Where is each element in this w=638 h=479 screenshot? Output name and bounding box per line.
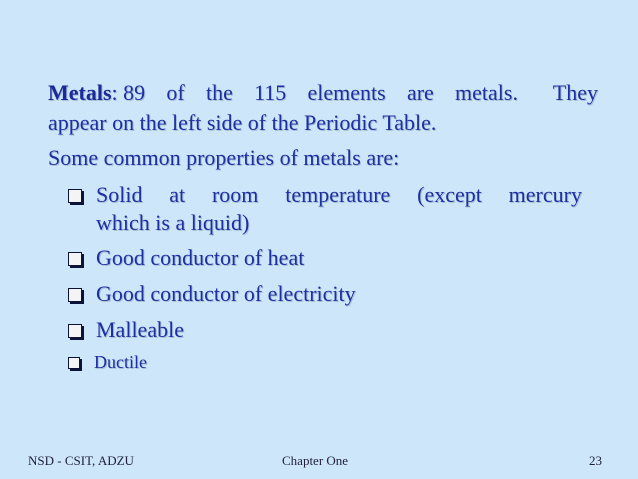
bullet-solid bbox=[68, 182, 582, 236]
bullet-ductile bbox=[68, 352, 147, 373]
bullet-electricity bbox=[68, 281, 356, 307]
intro-line-2: appear on the left side of the Periodic Table. bbox=[48, 110, 437, 135]
bullet-line bbox=[96, 182, 582, 208]
intro-word: are bbox=[406, 80, 434, 105]
bullet-text: Good conductor of heat bbox=[96, 245, 305, 270]
bullet-text bbox=[96, 182, 582, 236]
intro-word: 115 bbox=[254, 80, 287, 105]
bullet-word: room bbox=[211, 182, 259, 207]
checkbox-bullet-icon bbox=[68, 252, 82, 266]
intro-word: elements bbox=[307, 80, 386, 105]
bullet-line: which is a liquid) bbox=[96, 210, 250, 235]
footer-org: NSD - CSIT, ADZU bbox=[28, 453, 134, 468]
bullet-malleable bbox=[68, 317, 184, 343]
bullet-text: Ductile bbox=[94, 352, 147, 372]
footer-page-number: 23 bbox=[589, 453, 602, 468]
checkbox-bullet-icon bbox=[68, 357, 80, 369]
bullet-word: mercury bbox=[508, 182, 582, 207]
intro-word: of bbox=[166, 80, 185, 105]
checkbox-bullet-icon bbox=[68, 189, 82, 203]
intro-word-they: They bbox=[552, 80, 598, 105]
intro-word: metals. bbox=[455, 80, 518, 105]
bullet-word: temperature bbox=[285, 182, 391, 207]
bullet-heat bbox=[68, 245, 304, 271]
intro-line-1 bbox=[48, 80, 598, 106]
checkbox-bullet-icon bbox=[68, 324, 82, 338]
bullet-word: at bbox=[169, 182, 186, 207]
bullet-text: Malleable bbox=[96, 317, 184, 342]
checkbox-bullet-icon bbox=[68, 288, 82, 302]
footer-chapter: Chapter One bbox=[282, 453, 349, 468]
metals-term: Metals bbox=[48, 80, 112, 105]
bullet-word: (except bbox=[417, 182, 482, 207]
intro-line-3: Some common properties of metals are: bbox=[48, 145, 400, 170]
bullet-word: Solid bbox=[96, 182, 143, 207]
bullet-text: Good conductor of electricity bbox=[96, 281, 356, 306]
intro-word: : 89 bbox=[111, 80, 146, 105]
intro-word: the bbox=[205, 80, 233, 105]
intro-line-1-words bbox=[48, 80, 518, 106]
